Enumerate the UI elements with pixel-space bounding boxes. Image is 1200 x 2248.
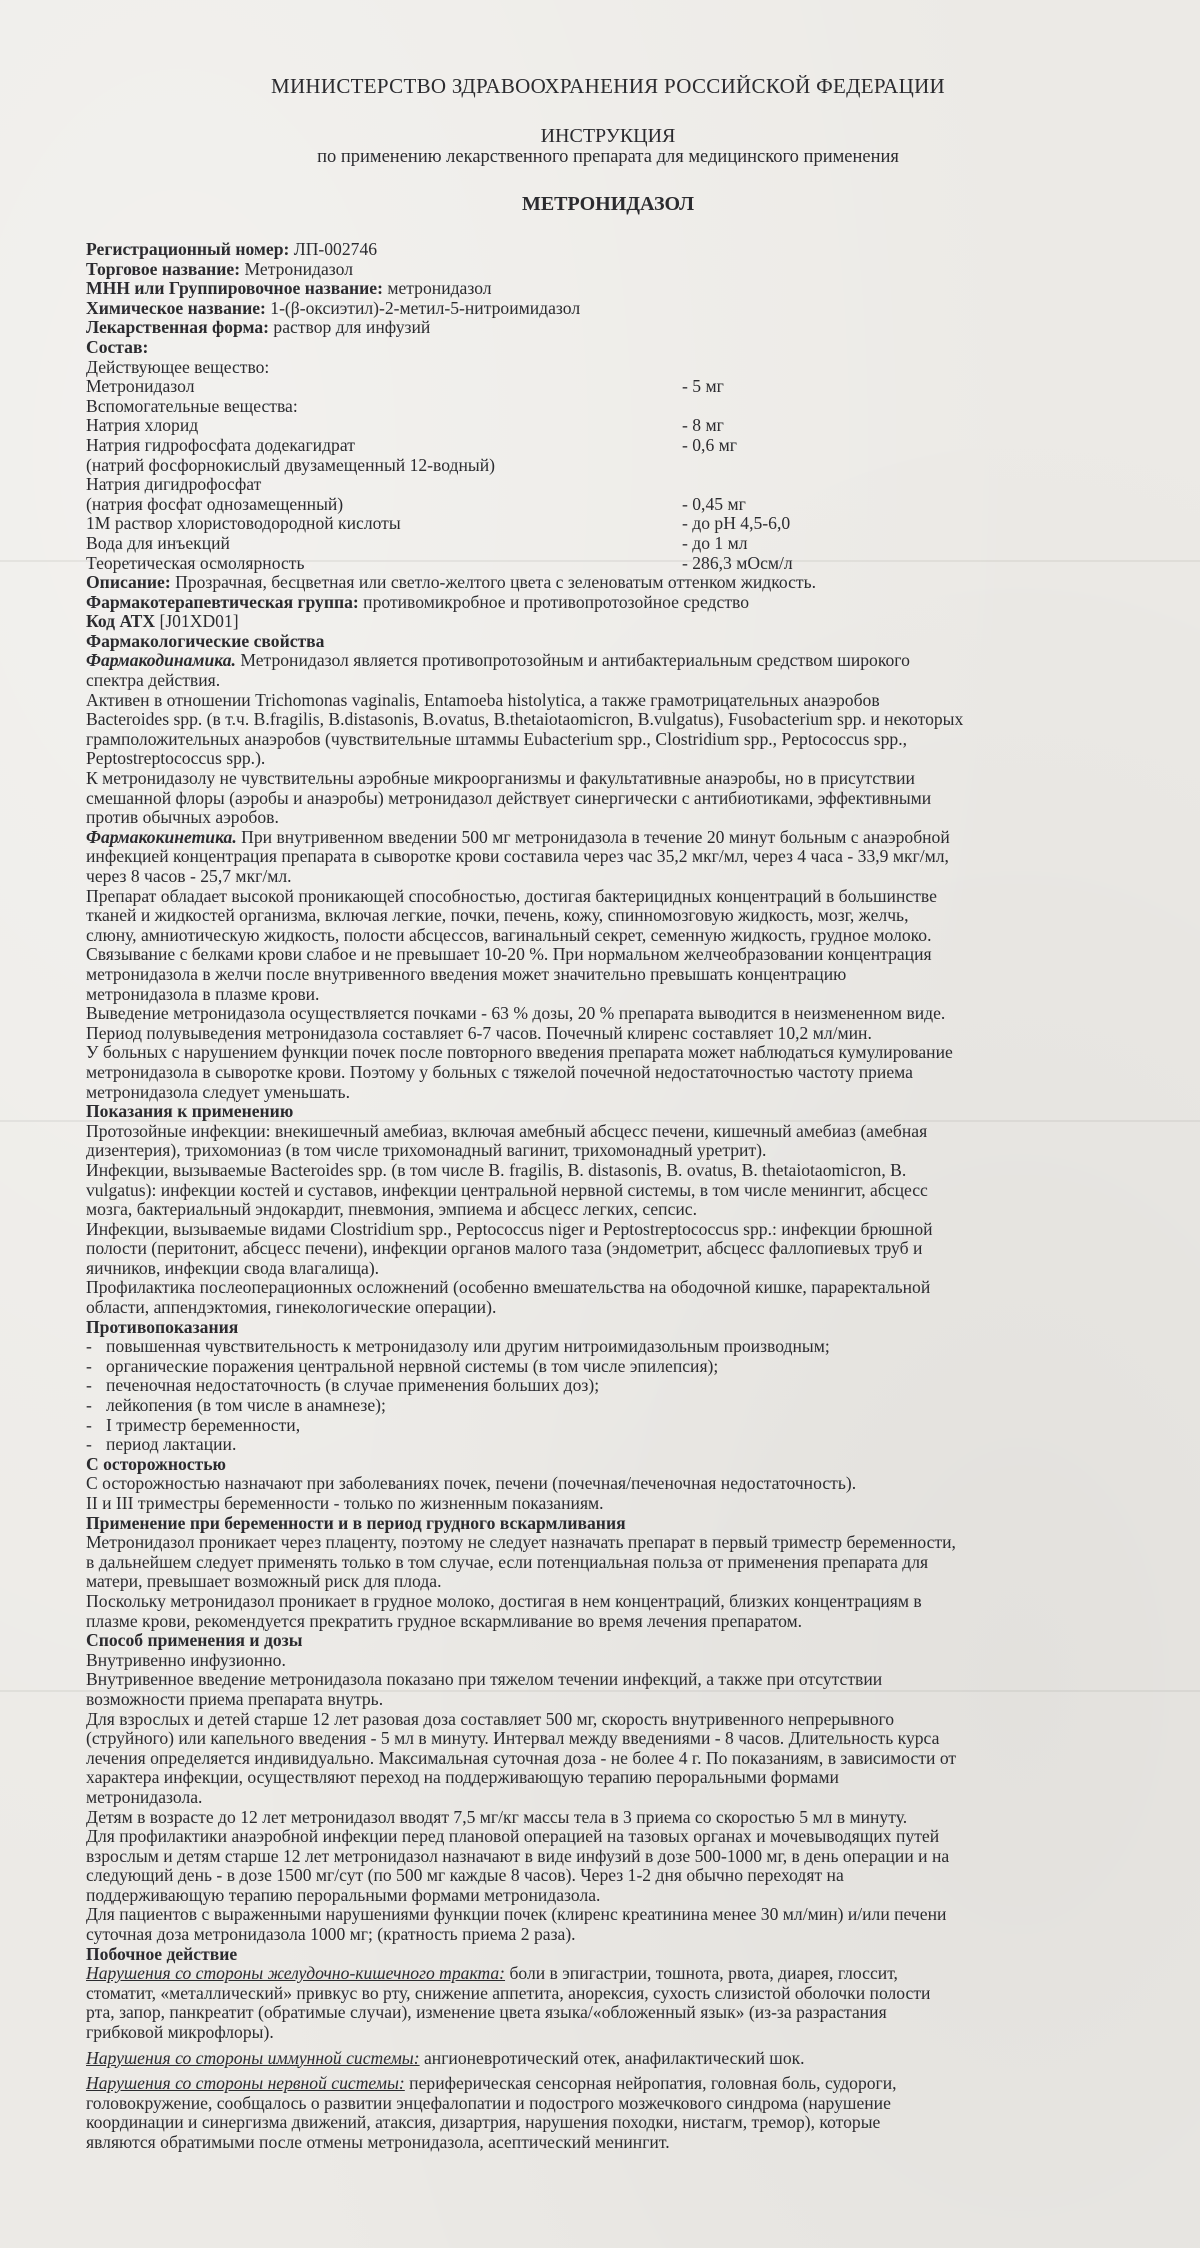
text-line: дизентерия), трихомониаз (в том числе трихомонадный вагинит, трихомонадный уретрит). [86, 1140, 767, 1161]
description-line: Описание: Прозрачная, бесцветная или светло-желтого цвета с зеленоватым оттенком жидкость. [86, 572, 817, 593]
list-item: - лейкопения (в том числе в анамнезе); [86, 1395, 386, 1416]
side-effects-heading: Побочное действие [86, 1943, 238, 1964]
text-line: матери, превышает возможный риск для плода. [86, 1571, 442, 1592]
text-line: стоматит, «металлический» привкус во рту, снижение аппетита, анорексия, сухость слизистой оболочки полости [86, 1982, 931, 2003]
paper-fold [0, 1120, 1200, 1122]
dosage-form-line: Лекарственная форма: раствор для инфузий [86, 317, 431, 338]
paper-fold [0, 560, 1200, 562]
list-item: - органические поражения центральной нервной системы (в том числе эпилепсия); [86, 1355, 719, 1376]
trade-name-line: Торговое название: Метронидазол [86, 258, 353, 279]
active-substance-heading: Действующее вещество: [86, 356, 270, 377]
text-line: Для профилактики анаэробной инфекции перед плановой операцией на тазовых органах и мочевыводящих путей [86, 1826, 940, 1847]
text-line: метронидазола. [86, 1786, 203, 1807]
paper-fold [0, 1690, 1200, 1692]
text-line: в дальнейшем следует применять только в том случае, если потенциальная польза от применения препарата для [86, 1551, 929, 1572]
caution-heading: С осторожностью [86, 1453, 226, 1474]
text-line: являются обратимыми после отмены метронидазола, асептический менингит. [86, 2132, 670, 2152]
contraindications-heading: Противопоказания [86, 1316, 239, 1337]
text-line: суточная доза метронидазола 1000 мг; (кратность приема 2 раза). [86, 1924, 576, 1945]
text-line: К метронидазолу не чувствительны аэробные микроорганизмы и факультативные анаэробы, но в присутствии [86, 768, 915, 789]
list-item: - повышенная чувствительность к метронидазолу или другим нитроимидазольным производным; [86, 1336, 830, 1357]
gi-effects-line: Нарушения со стороны желудочно-кишечного тракта: боли в эпигастрии, тошнота, рвота, диарея, глоссит, [86, 1963, 898, 1984]
text-line: Период полувыведения метронидазола составляет 6-7 часов. Почечный клиренс составляет 10,2 мл/мин. [86, 1022, 872, 1043]
text-line: взрослым и детям старше 12 лет метронидазол назначают в виде инфузий в дозе 500-1000 мг, в день операции и на [86, 1845, 950, 1866]
text-line: координации и синергизма движений, атаксия, дизартрия, нарушения походки, нистагм, тремор), которые [86, 2112, 881, 2133]
text-line: Внутривенное введение метронидазола показано при тяжелом течении инфекций, а также при отсутствии [86, 1669, 883, 1690]
list-item: - период лактации. [86, 1434, 237, 1455]
composition-row: Натрия хлорид - 8 мг [86, 415, 724, 436]
text-line: поддерживающую терапию пероральными формами метронидазола. [86, 1884, 601, 1905]
text-line: Профилактика послеоперационных осложнений (особенно вмешательства на ободочной кишке, параректальной [86, 1277, 931, 1298]
text-line: Детям в возрасте до 12 лет метронидазол вводят 7,5 мг/кг массы тела в 3 приема со скоростью 5 мл в минуту. [86, 1806, 908, 1827]
text-line: метронидазола в сыворотке крови. Поэтому у больных с тяжелой почечной недостаточностью частоту приема [86, 1061, 913, 1082]
ministry-name: МИНИСТЕРСТВО ЗДРАВООХРАНЕНИЯ РОССИЙСКОЙ ФЕДЕРАЦИИ [270, 74, 946, 98]
excipients-heading: Вспомогательные вещества: [86, 395, 298, 416]
text-line: Активен в отношении Trichomonas vaginalis, Entamoeba histolytica, а также грамотрицательных анаэробов [86, 689, 880, 710]
text-line: Peptostreptococcus spp.). [86, 748, 266, 769]
text-line: Внутривенно инфузионно. [86, 1649, 286, 1670]
text-line: возможности приема препарата внутрь. [86, 1688, 384, 1709]
immune-effects-line: Нарушения со стороны иммунной системы: ангионевротический отек, анафилактический шок. [86, 2047, 805, 2068]
text-line: Препарат обладает высокой проникающей способностью, достигая бактерицидных концентраций в большинстве [86, 885, 937, 906]
text-line: грамположительных анаэробов (чувствительные штаммы Eubacterium spp., Clostridium spp., Peptococcus spp., [86, 728, 908, 749]
text-line: спектра действия. [86, 670, 221, 691]
list-item: - I триместр беременности, [86, 1414, 301, 1435]
text-line: мозга, бактериальный эндокардит, пневмония, эмпиема и абсцесс легких, сепсис. [86, 1199, 697, 1220]
dosage-heading: Способ применения и дозы [86, 1630, 303, 1651]
text-line: головокружение, сообщалось о развитии энцефалопатии и подострого мозжечкового синдрома (нарушение [86, 2092, 891, 2113]
text-line: тканей и жидкостей организма, включая легкие, почки, печень, кожу, спинномозговую жидкость, мозг, желчь, [86, 905, 909, 926]
text-line: Связывание с белками крови слабое и не превышает 10-20 %. При нормальном желчеобразовании концентрация [86, 944, 932, 965]
composition-row: 1М раствор хлористоводородной кислоты - до рН 4,5-6,0 [86, 513, 791, 534]
indications-heading: Показания к применению [86, 1101, 294, 1122]
text-line: У больных с нарушением функции почек после повторного введения препарата может наблюдаться кумулирование [86, 1042, 953, 1063]
registration-line: Регистрационный номер: ЛП-002746 [86, 239, 378, 259]
composition-heading: Состав: [86, 336, 149, 357]
text-line: характера инфекции, осуществляют переход на поддерживающую терапию пероральными формами [86, 1767, 839, 1788]
document-header [86, 74, 1130, 216]
text-line: II и III триместры беременности - только по жизненным показаниям. [86, 1493, 604, 1513]
pregnancy-heading: Применение при беременности и в период грудного вскармливания [86, 1512, 626, 1533]
text-line: слюну, амниотическую жидкость, полости абсцессов, вагинальный секрет, семенную жидкость, грудное молоко. [86, 924, 932, 945]
text-line: грибковой микрофлоры). [86, 2022, 274, 2043]
text-line: Bacteroides spp. (в т.ч. B.fragilis, B.distasonis, B.ovatus, B.thetaiotaomicron, B.vulgatus), Fusobacterium spp. и некоторых [86, 709, 964, 730]
text-line: С осторожностью назначают при заболеваниях почек, печени (почечная/печеночная недостаточность). [86, 1473, 857, 1494]
composition-row: Натрия дигидрофосфат [86, 474, 262, 495]
text-line: плазме крови, рекомендуется прекратить грудное вскармливание во время лечения препаратом. [86, 1610, 803, 1631]
text-line: Для пациентов с выраженными нарушениями функции почек (клиренс креатинина менее 30 мл/мин) и/или печени [86, 1904, 947, 1925]
text-line: Метронидазол проникает через плаценту, поэтому не следует назначать препарат в первый триместр беременности, [86, 1532, 956, 1553]
text-line: Инфекции, вызываемые видами Clostridium spp., Peptococcus niger и Peptostreptococcus spp.: инфекции брюшной [86, 1218, 933, 1239]
nervous-effects-line: Нарушения со стороны нервной системы: периферическая сенсорная нейропатия, головная боль, судороги, [86, 2073, 897, 2094]
composition-row: Вода для инъекций - до 1 мл [86, 532, 748, 553]
composition-row: Метронидазол - 5 мг [86, 376, 724, 397]
text-line: метронидазола в плазме крови. [86, 983, 320, 1004]
pharmacology-heading: Фармакологические свойства [86, 630, 325, 651]
text-line: лечения определяется индивидуально. Максимальная суточная доза - не более 4 г. По показаниям, в зависимости от [86, 1747, 957, 1768]
composition-row: Натрия гидрофосфата додекагидрат - 0,6 мг [86, 434, 737, 455]
inn-line: МНН или Группировочное название: метронидазол [86, 278, 492, 299]
pharmacodynamics-line: Фармакодинамика. Метронидазол является противопротозойным и антибактериальным средством широкого [86, 650, 910, 671]
composition-row: (натрия фосфат однозамещенный) - 0,45 мг [86, 493, 746, 514]
text-line: Выведение метронидазола осуществляется почками - 63 % дозы, 20 % препарата выводится в неизмененном виде. [86, 1003, 946, 1024]
text-line: рта, запор, панкреатит (обратимые случаи), изменение цвета языка/«обложенный язык» (из-за разрастания [86, 2002, 887, 2023]
text-line: против обычных аэробов. [86, 807, 279, 828]
text-line: Поскольку метронидазол проникает в грудное молоко, достигая в нем концентраций, близких концентрациям в [86, 1590, 922, 1611]
text-line: инфекцией концентрация препарата в сыворотке крови составила через час 35,2 мкг/мл, через 4 часа - 33,9 мкг/мл, [86, 846, 949, 867]
pharmacokinetics-line: Фармакокинетика. При внутривенном введении 500 мг метронидазола в течение 20 минут больным с анаэробной [86, 826, 950, 847]
pharm-group-line: Фармакотерапевтическая группа: противомикробное и противопротозойное средство [86, 591, 749, 612]
chemical-name-line: Химическое название: 1-(β-оксиэтил)-2-метил-5-нитроимидазол [86, 297, 581, 318]
list-item: - печеночная недостаточность (в случае применения больших доз); [86, 1375, 600, 1396]
text-line: Для взрослых и детей старше 12 лет разовая доза составляет 500 мг, скорость внутривенного непрерывного [86, 1708, 895, 1729]
drug-name: МЕТРОНИДАЗОЛ [521, 193, 695, 215]
text-line: области, аппендэктомия, гинекологические операции). [86, 1297, 497, 1318]
composition-row: Теоретическая осмолярность - 286,3 мОсм/л [86, 552, 793, 573]
document-body [86, 240, 1130, 2153]
text-line: через 8 часов - 25,7 мкг/мл. [86, 866, 292, 886]
text-line: следующий день - в дозе 1500 мг/сут (по 500 мг каждые 8 часов). Через 1-2 дня обычно переходят на [86, 1865, 844, 1886]
text-line: (струйного) или капельного введения - 5 мл в минуту. Интервал между введениями - 8 часов. Длительность курса [86, 1728, 940, 1749]
text-line: метронидазола следует уменьшать. [86, 1081, 350, 1102]
atc-code-line: Код АТХ [J01XD01] [86, 611, 239, 632]
document-subtitle: по применению лекарственного препарата для медицинского применения [317, 147, 899, 167]
text-line: яичников, инфекции свода влагалища). [86, 1257, 380, 1278]
text-line: метронидазола в желчи после внутривенного введения может значительно превышать концентрацию [86, 963, 847, 984]
composition-row: (натрий фосфорнокислый двузамещенный 12-водный) [86, 454, 495, 475]
text-line: смешанной флоры (аэробы и анаэробы) метронидазол действует синергически с антибиотиками, эффективными [86, 787, 932, 808]
text-line: полости (перитонит, абсцесс печени), инфекции органов малого таза (эндометрит, абсцесс фаллопиевых труб и [86, 1238, 923, 1259]
document-title: ИНСТРУКЦИЯ [540, 125, 676, 147]
text-line: Протозойные инфекции: внекишечный амебиаз, включая амебный абсцесс печени, кишечный амебиаз (амебная [86, 1120, 928, 1141]
text-line: vulgatus): инфекции костей и суставов, инфекции центральной нервной системы, в том числе менингит, абсцесс [86, 1179, 928, 1200]
text-line: Инфекции, вызываемые Bacteroides spp. (в том числе B. fragilis, B. distasonis, B. ovatus, B. thetaiotaomicron, B. [86, 1159, 907, 1180]
